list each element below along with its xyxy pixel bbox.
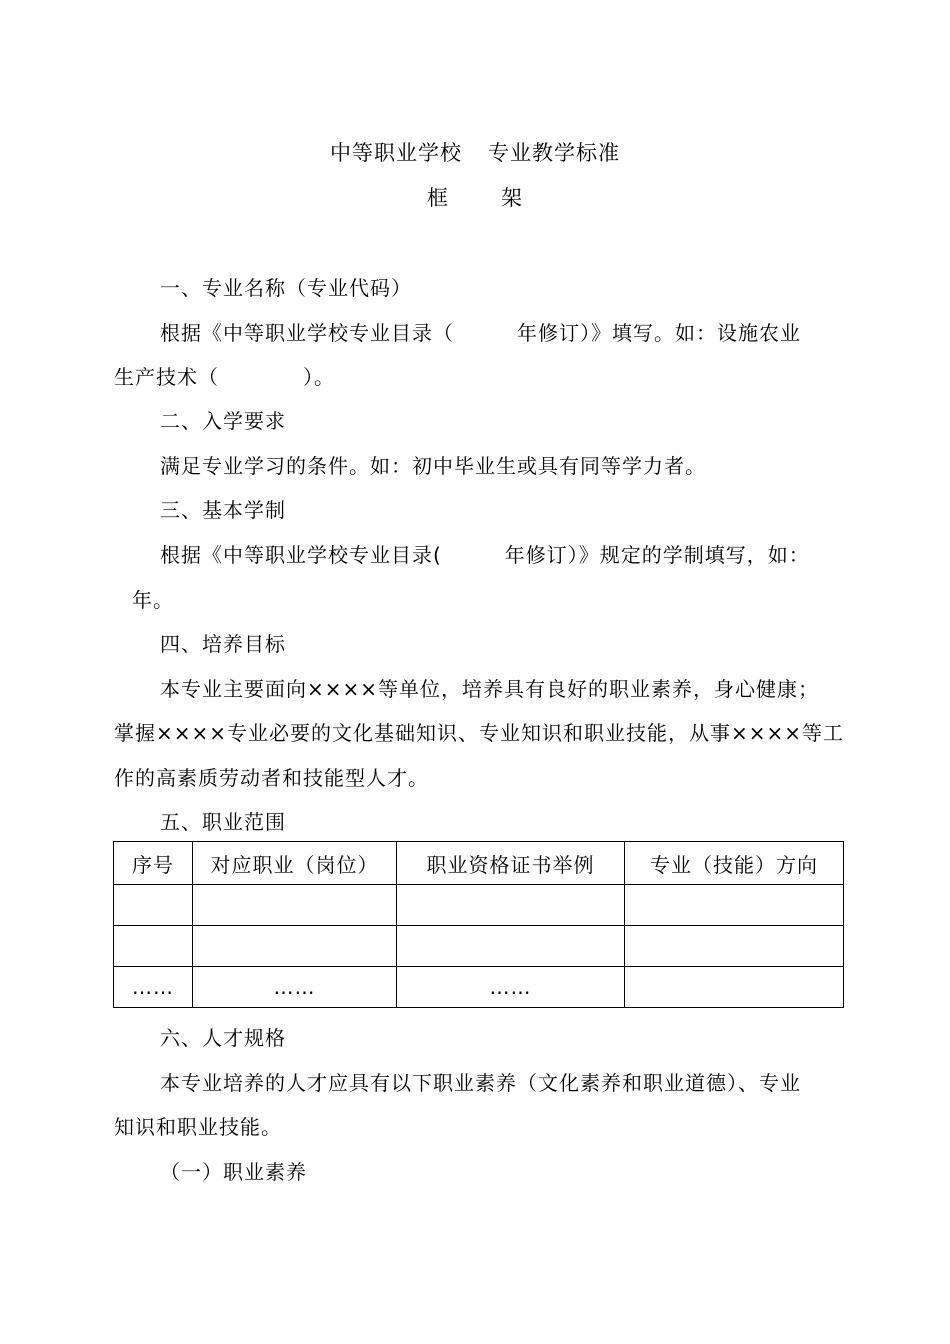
- table-cell: ……: [193, 967, 397, 1008]
- table-row: [114, 885, 844, 926]
- table-header-cell: 序号: [114, 842, 193, 885]
- table-cell: ……: [397, 967, 625, 1008]
- table-header-cell: 职业资格证书举例: [397, 842, 625, 885]
- section-3-paragraph-line-1: 根据《中等职业学校专业目录( 年修订）》规定的学制填写，如：: [160, 543, 810, 567]
- table-row: [114, 967, 844, 1008]
- section-6-subheading-1: （一）职业素养: [160, 1160, 307, 1184]
- table-row: [114, 926, 844, 967]
- table-cell: [114, 926, 193, 967]
- table-cell: [193, 885, 397, 926]
- section-1-heading: 一、专业名称（专业代码）: [160, 276, 412, 300]
- section-6-heading: 六、人才规格: [160, 1026, 286, 1050]
- section-4-heading: 四、培养目标: [160, 632, 286, 656]
- section-6-paragraph-line-1: 本专业培养的人才应具有以下职业素养（文化素养和职业道德）、专业: [160, 1071, 801, 1095]
- section-6-paragraph-line-2: 知识和职业技能。: [114, 1115, 282, 1139]
- section-3-heading: 三、基本学制: [160, 498, 286, 522]
- section-1-paragraph-line-1: 根据《中等职业学校专业目录（ 年修订）》填写。如：设施农业: [160, 321, 801, 345]
- title-part-standard: 专业教学标准: [488, 141, 620, 165]
- table-cell: [193, 926, 397, 967]
- table-cell: [625, 967, 844, 1008]
- section-2-paragraph: 满足专业学习的条件。如：初中毕业生或具有同等学力者。: [160, 454, 706, 478]
- table-cell: [625, 926, 844, 967]
- subtitle-char-1: 框: [427, 186, 449, 210]
- table-cell: [397, 926, 625, 967]
- section-1-paragraph-line-2: 生产技术（ ）。: [114, 365, 335, 389]
- title-part-school: 中等职业学校: [330, 141, 462, 165]
- table-header-row: [114, 842, 844, 885]
- table-cell: [625, 885, 844, 926]
- subtitle-char-2: 架: [501, 186, 523, 210]
- table-header-cell: 对应职业（岗位）: [193, 842, 397, 885]
- section-4-paragraph-line-2: 掌握××××专业必要的文化基础知识、专业知识和职业技能，从事××××等工: [114, 721, 845, 745]
- section-2-heading: 二、入学要求: [160, 409, 286, 433]
- section-4-paragraph-line-3: 作的高素质劳动者和技能型人才。: [114, 766, 429, 790]
- table-header-cell: 专业（技能）方向: [625, 842, 844, 885]
- section-4-paragraph-line-1: 本专业主要面向××××等单位，培养具有良好的职业素养，身心健康；: [160, 677, 820, 701]
- table-cell: ……: [114, 967, 193, 1008]
- document-subtitle: [0, 182, 950, 212]
- section-5-heading: 五、职业范围: [160, 810, 286, 834]
- table-cell: [114, 885, 193, 926]
- document-title: [0, 137, 950, 167]
- table-cell: [397, 885, 625, 926]
- section-3-paragraph-line-2: 年。: [132, 588, 174, 612]
- occupation-table: [113, 841, 839, 1008]
